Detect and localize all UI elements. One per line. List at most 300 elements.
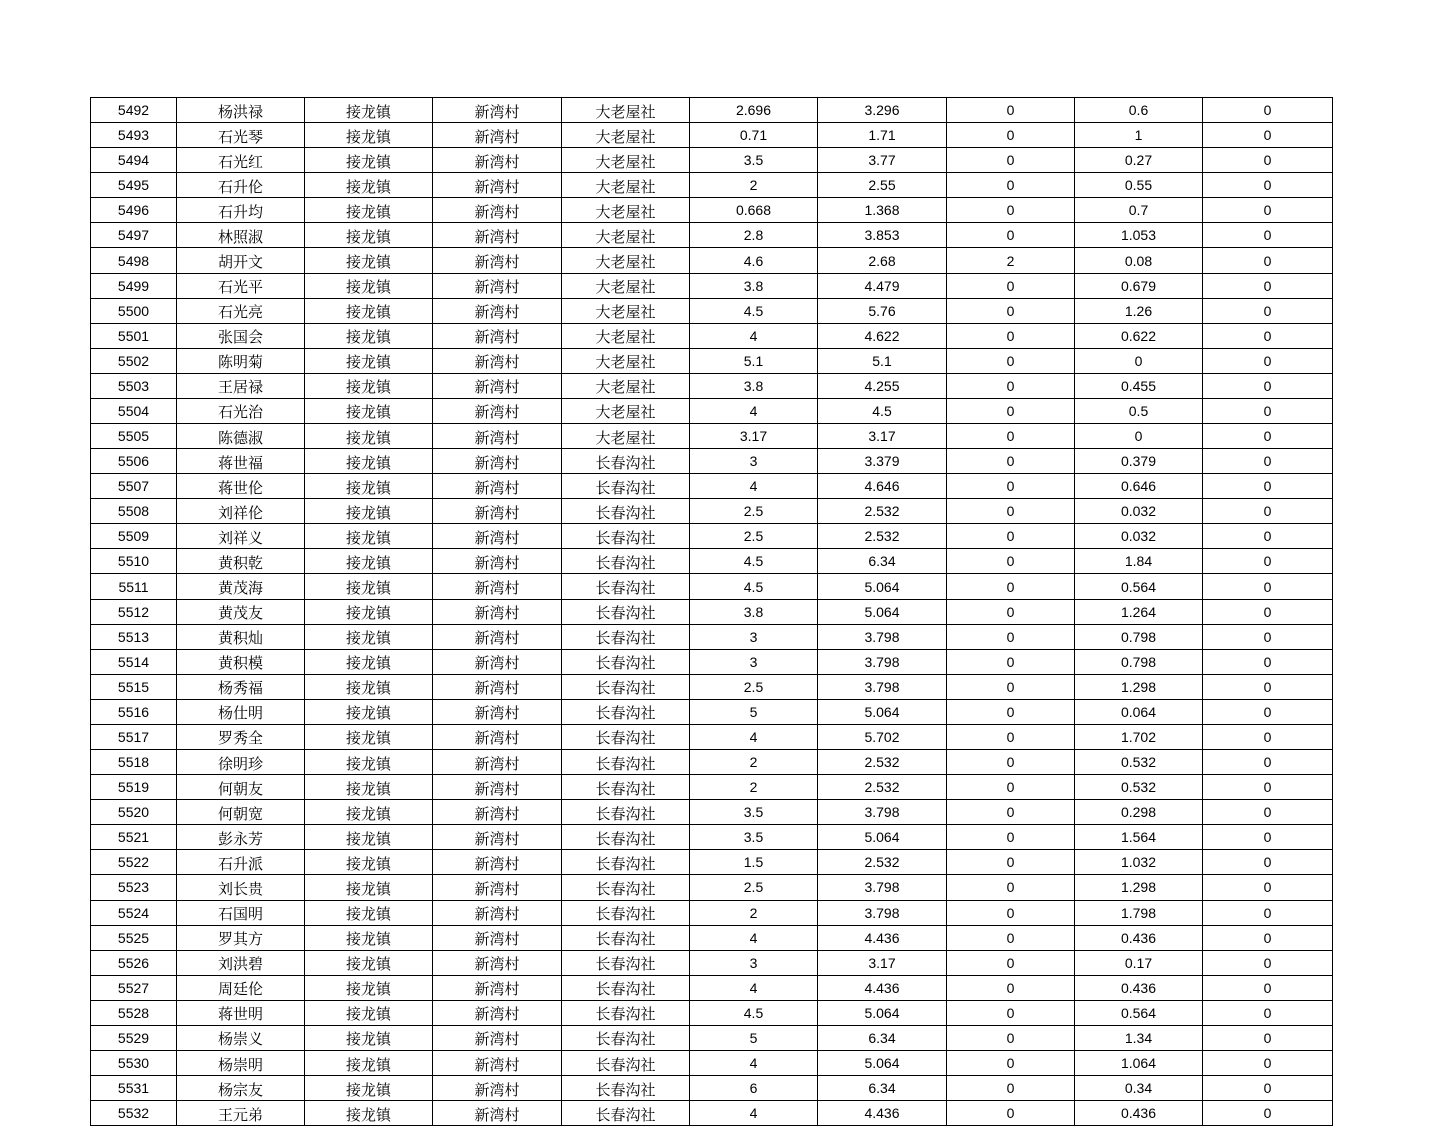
name-cell: 林照淑 <box>177 223 305 248</box>
value-d-cell: 1.26 <box>1075 298 1203 323</box>
value-e-cell: 0 <box>1203 148 1333 173</box>
value-d-cell: 0.032 <box>1075 524 1203 549</box>
name-cell: 何朝友 <box>177 775 305 800</box>
value-e-cell: 0 <box>1203 925 1333 950</box>
town-cell: 接龙镇 <box>305 424 433 449</box>
name-cell: 彭永芳 <box>177 825 305 850</box>
name-cell: 罗秀全 <box>177 724 305 749</box>
table-row <box>91 800 1333 825</box>
group-cell: 长春沟社 <box>562 900 690 925</box>
name-cell: 杨洪禄 <box>177 98 305 123</box>
value-d-cell: 1 <box>1075 123 1203 148</box>
village-cell: 新湾村 <box>433 248 562 273</box>
value-c-cell: 0 <box>947 499 1075 524</box>
value-d-cell: 1.564 <box>1075 825 1203 850</box>
value-b-cell: 5.064 <box>818 599 947 624</box>
table-row <box>91 248 1333 273</box>
town-cell: 接龙镇 <box>305 850 433 875</box>
village-cell: 新湾村 <box>433 875 562 900</box>
group-cell: 大老屋社 <box>562 424 690 449</box>
value-a-cell: 4.5 <box>690 549 818 574</box>
value-c-cell: 0 <box>947 1050 1075 1075</box>
row-number-cell: 5528 <box>91 1000 177 1025</box>
group-cell: 长春沟社 <box>562 1076 690 1101</box>
value-e-cell: 0 <box>1203 750 1333 775</box>
value-e-cell: 0 <box>1203 373 1333 398</box>
value-d-cell: 0.436 <box>1075 975 1203 1000</box>
table-row <box>91 900 1333 925</box>
row-number-cell: 5492 <box>91 98 177 123</box>
town-cell: 接龙镇 <box>305 574 433 599</box>
value-c-cell: 0 <box>947 173 1075 198</box>
value-e-cell: 0 <box>1203 348 1333 373</box>
table-row <box>91 724 1333 749</box>
value-b-cell: 2.55 <box>818 173 947 198</box>
value-a-cell: 2.5 <box>690 674 818 699</box>
value-a-cell: 2.8 <box>690 223 818 248</box>
value-a-cell: 2.5 <box>690 875 818 900</box>
town-cell: 接龙镇 <box>305 148 433 173</box>
table-row <box>91 574 1333 599</box>
table-row <box>91 925 1333 950</box>
value-e-cell: 0 <box>1203 1050 1333 1075</box>
row-number-cell: 5527 <box>91 975 177 1000</box>
row-number-cell: 5532 <box>91 1101 177 1126</box>
value-a-cell: 2.5 <box>690 524 818 549</box>
group-cell: 大老屋社 <box>562 348 690 373</box>
village-cell: 新湾村 <box>433 173 562 198</box>
row-number-cell: 5495 <box>91 173 177 198</box>
value-e-cell: 0 <box>1203 398 1333 423</box>
value-e-cell: 0 <box>1203 499 1333 524</box>
value-e-cell: 0 <box>1203 724 1333 749</box>
value-a-cell: 3.8 <box>690 273 818 298</box>
value-e-cell: 0 <box>1203 123 1333 148</box>
table-row <box>91 1000 1333 1025</box>
table-row <box>91 1025 1333 1050</box>
value-b-cell: 3.798 <box>818 649 947 674</box>
row-number-cell: 5499 <box>91 273 177 298</box>
name-cell: 张国会 <box>177 323 305 348</box>
row-number-cell: 5513 <box>91 624 177 649</box>
value-c-cell: 0 <box>947 925 1075 950</box>
value-b-cell: 2.532 <box>818 524 947 549</box>
value-c-cell: 0 <box>947 850 1075 875</box>
village-cell: 新湾村 <box>433 1101 562 1126</box>
row-number-cell: 5520 <box>91 800 177 825</box>
table-row <box>91 549 1333 574</box>
value-a-cell: 3 <box>690 624 818 649</box>
value-b-cell: 3.798 <box>818 875 947 900</box>
value-c-cell: 0 <box>947 223 1075 248</box>
row-number-cell: 5531 <box>91 1076 177 1101</box>
value-d-cell: 1.264 <box>1075 599 1203 624</box>
row-number-cell: 5500 <box>91 298 177 323</box>
value-d-cell: 0.532 <box>1075 775 1203 800</box>
value-a-cell: 4 <box>690 975 818 1000</box>
group-cell: 长春沟社 <box>562 624 690 649</box>
town-cell: 接龙镇 <box>305 975 433 1000</box>
table-row <box>91 1076 1333 1101</box>
value-b-cell: 4.436 <box>818 1101 947 1126</box>
value-c-cell: 0 <box>947 950 1075 975</box>
value-d-cell: 1.702 <box>1075 724 1203 749</box>
value-e-cell: 0 <box>1203 699 1333 724</box>
value-c-cell: 0 <box>947 649 1075 674</box>
value-e-cell: 0 <box>1203 248 1333 273</box>
group-cell: 长春沟社 <box>562 724 690 749</box>
name-cell: 刘祥伦 <box>177 499 305 524</box>
value-b-cell: 6.34 <box>818 1076 947 1101</box>
name-cell: 刘洪碧 <box>177 950 305 975</box>
value-d-cell: 0.455 <box>1075 373 1203 398</box>
value-e-cell: 0 <box>1203 775 1333 800</box>
name-cell: 王居禄 <box>177 373 305 398</box>
value-b-cell: 2.532 <box>818 775 947 800</box>
value-b-cell: 5.064 <box>818 1050 947 1075</box>
table-row <box>91 1050 1333 1075</box>
name-cell: 黄茂海 <box>177 574 305 599</box>
village-cell: 新湾村 <box>433 524 562 549</box>
row-number-cell: 5526 <box>91 950 177 975</box>
value-d-cell: 0.7 <box>1075 198 1203 223</box>
value-d-cell: 0.798 <box>1075 649 1203 674</box>
value-a-cell: 5 <box>690 1025 818 1050</box>
value-e-cell: 0 <box>1203 1000 1333 1025</box>
value-b-cell: 5.064 <box>818 825 947 850</box>
table-row <box>91 649 1333 674</box>
town-cell: 接龙镇 <box>305 373 433 398</box>
value-c-cell: 0 <box>947 574 1075 599</box>
value-a-cell: 3.5 <box>690 825 818 850</box>
value-b-cell: 4.5 <box>818 398 947 423</box>
value-a-cell: 3.8 <box>690 373 818 398</box>
value-a-cell: 3.5 <box>690 800 818 825</box>
value-d-cell: 0.436 <box>1075 1101 1203 1126</box>
village-cell: 新湾村 <box>433 198 562 223</box>
value-a-cell: 4 <box>690 724 818 749</box>
town-cell: 接龙镇 <box>305 1025 433 1050</box>
town-cell: 接龙镇 <box>305 624 433 649</box>
value-d-cell: 1.84 <box>1075 549 1203 574</box>
value-c-cell: 0 <box>947 549 1075 574</box>
table-row <box>91 599 1333 624</box>
value-a-cell: 2 <box>690 750 818 775</box>
value-a-cell: 2.696 <box>690 98 818 123</box>
village-cell: 新湾村 <box>433 1000 562 1025</box>
group-cell: 长春沟社 <box>562 1050 690 1075</box>
value-d-cell: 1.064 <box>1075 1050 1203 1075</box>
value-e-cell: 0 <box>1203 800 1333 825</box>
village-cell: 新湾村 <box>433 449 562 474</box>
town-cell: 接龙镇 <box>305 875 433 900</box>
village-cell: 新湾村 <box>433 975 562 1000</box>
name-cell: 胡开文 <box>177 248 305 273</box>
value-c-cell: 0 <box>947 1076 1075 1101</box>
row-number-cell: 5501 <box>91 323 177 348</box>
town-cell: 接龙镇 <box>305 524 433 549</box>
data-table <box>90 97 1333 1126</box>
row-number-cell: 5525 <box>91 925 177 950</box>
village-cell: 新湾村 <box>433 323 562 348</box>
name-cell: 王元弟 <box>177 1101 305 1126</box>
value-b-cell: 4.479 <box>818 273 947 298</box>
town-cell: 接龙镇 <box>305 699 433 724</box>
town-cell: 接龙镇 <box>305 123 433 148</box>
name-cell: 石光红 <box>177 148 305 173</box>
row-number-cell: 5515 <box>91 674 177 699</box>
row-number-cell: 5529 <box>91 1025 177 1050</box>
village-cell: 新湾村 <box>433 775 562 800</box>
value-e-cell: 0 <box>1203 900 1333 925</box>
town-cell: 接龙镇 <box>305 549 433 574</box>
value-c-cell: 0 <box>947 123 1075 148</box>
group-cell: 长春沟社 <box>562 950 690 975</box>
name-cell: 石国明 <box>177 900 305 925</box>
value-b-cell: 2.532 <box>818 850 947 875</box>
row-number-cell: 5510 <box>91 549 177 574</box>
town-cell: 接龙镇 <box>305 599 433 624</box>
value-d-cell: 1.298 <box>1075 875 1203 900</box>
value-d-cell: 0.436 <box>1075 925 1203 950</box>
name-cell: 罗其方 <box>177 925 305 950</box>
village-cell: 新湾村 <box>433 1025 562 1050</box>
village-cell: 新湾村 <box>433 624 562 649</box>
row-number-cell: 5522 <box>91 850 177 875</box>
table-row <box>91 699 1333 724</box>
row-number-cell: 5516 <box>91 699 177 724</box>
value-b-cell: 5.064 <box>818 1000 947 1025</box>
name-cell: 陈明菊 <box>177 348 305 373</box>
value-e-cell: 0 <box>1203 474 1333 499</box>
value-b-cell: 4.255 <box>818 373 947 398</box>
value-e-cell: 0 <box>1203 850 1333 875</box>
group-cell: 长春沟社 <box>562 750 690 775</box>
village-cell: 新湾村 <box>433 800 562 825</box>
group-cell: 长春沟社 <box>562 599 690 624</box>
town-cell: 接龙镇 <box>305 775 433 800</box>
group-cell: 长春沟社 <box>562 699 690 724</box>
group-cell: 长春沟社 <box>562 574 690 599</box>
value-d-cell: 0.064 <box>1075 699 1203 724</box>
village-cell: 新湾村 <box>433 273 562 298</box>
table-row <box>91 148 1333 173</box>
group-cell: 大老屋社 <box>562 373 690 398</box>
name-cell: 何朝宽 <box>177 800 305 825</box>
town-cell: 接龙镇 <box>305 348 433 373</box>
town-cell: 接龙镇 <box>305 1101 433 1126</box>
town-cell: 接龙镇 <box>305 223 433 248</box>
row-number-cell: 5508 <box>91 499 177 524</box>
value-c-cell: 0 <box>947 624 1075 649</box>
table-row <box>91 98 1333 123</box>
value-a-cell: 3 <box>690 649 818 674</box>
row-number-cell: 5506 <box>91 449 177 474</box>
row-number-cell: 5523 <box>91 875 177 900</box>
table-row <box>91 449 1333 474</box>
group-cell: 长春沟社 <box>562 875 690 900</box>
row-number-cell: 5512 <box>91 599 177 624</box>
value-e-cell: 0 <box>1203 98 1333 123</box>
group-cell: 大老屋社 <box>562 173 690 198</box>
value-a-cell: 2 <box>690 173 818 198</box>
row-number-cell: 5504 <box>91 398 177 423</box>
table-row <box>91 950 1333 975</box>
name-cell: 徐明珍 <box>177 750 305 775</box>
name-cell: 杨宗友 <box>177 1076 305 1101</box>
value-c-cell: 0 <box>947 298 1075 323</box>
group-cell: 长春沟社 <box>562 800 690 825</box>
value-a-cell: 4.5 <box>690 574 818 599</box>
group-cell: 大老屋社 <box>562 273 690 298</box>
value-c-cell: 0 <box>947 348 1075 373</box>
value-c-cell: 0 <box>947 800 1075 825</box>
value-d-cell: 0.532 <box>1075 750 1203 775</box>
value-e-cell: 0 <box>1203 574 1333 599</box>
row-number-cell: 5496 <box>91 198 177 223</box>
row-number-cell: 5507 <box>91 474 177 499</box>
table-row <box>91 474 1333 499</box>
row-number-cell: 5502 <box>91 348 177 373</box>
value-a-cell: 2 <box>690 775 818 800</box>
value-b-cell: 5.76 <box>818 298 947 323</box>
table-row <box>91 323 1333 348</box>
value-b-cell: 5.702 <box>818 724 947 749</box>
table-row <box>91 750 1333 775</box>
name-cell: 石光治 <box>177 398 305 423</box>
village-cell: 新湾村 <box>433 298 562 323</box>
row-number-cell: 5503 <box>91 373 177 398</box>
town-cell: 接龙镇 <box>305 499 433 524</box>
value-e-cell: 0 <box>1203 825 1333 850</box>
value-d-cell: 0.379 <box>1075 449 1203 474</box>
value-e-cell: 0 <box>1203 674 1333 699</box>
value-c-cell: 0 <box>947 900 1075 925</box>
village-cell: 新湾村 <box>433 373 562 398</box>
table-body <box>91 98 1333 1126</box>
value-c-cell: 0 <box>947 524 1075 549</box>
value-e-cell: 0 <box>1203 950 1333 975</box>
value-d-cell: 0.08 <box>1075 248 1203 273</box>
table-row <box>91 123 1333 148</box>
value-d-cell: 0.646 <box>1075 474 1203 499</box>
table-row <box>91 825 1333 850</box>
value-b-cell: 1.368 <box>818 198 947 223</box>
name-cell: 杨秀福 <box>177 674 305 699</box>
value-e-cell: 0 <box>1203 524 1333 549</box>
village-cell: 新湾村 <box>433 148 562 173</box>
value-a-cell: 0.668 <box>690 198 818 223</box>
value-e-cell: 0 <box>1203 198 1333 223</box>
village-cell: 新湾村 <box>433 599 562 624</box>
value-d-cell: 0.55 <box>1075 173 1203 198</box>
group-cell: 长春沟社 <box>562 474 690 499</box>
table-row <box>91 198 1333 223</box>
value-e-cell: 0 <box>1203 975 1333 1000</box>
name-cell: 杨崇明 <box>177 1050 305 1075</box>
table-row <box>91 499 1333 524</box>
name-cell: 石升伦 <box>177 173 305 198</box>
value-e-cell: 0 <box>1203 599 1333 624</box>
name-cell: 杨崇义 <box>177 1025 305 1050</box>
value-b-cell: 4.646 <box>818 474 947 499</box>
group-cell: 大老屋社 <box>562 98 690 123</box>
table-row <box>91 273 1333 298</box>
town-cell: 接龙镇 <box>305 800 433 825</box>
value-d-cell: 0.032 <box>1075 499 1203 524</box>
value-c-cell: 0 <box>947 975 1075 1000</box>
value-a-cell: 2 <box>690 900 818 925</box>
value-c-cell: 0 <box>947 424 1075 449</box>
row-number-cell: 5494 <box>91 148 177 173</box>
value-e-cell: 0 <box>1203 449 1333 474</box>
name-cell: 周廷伦 <box>177 975 305 1000</box>
row-number-cell: 5514 <box>91 649 177 674</box>
table-row <box>91 373 1333 398</box>
value-e-cell: 0 <box>1203 649 1333 674</box>
group-cell: 长春沟社 <box>562 825 690 850</box>
town-cell: 接龙镇 <box>305 900 433 925</box>
value-b-cell: 4.436 <box>818 925 947 950</box>
value-c-cell: 0 <box>947 198 1075 223</box>
row-number-cell: 5498 <box>91 248 177 273</box>
village-cell: 新湾村 <box>433 474 562 499</box>
group-cell: 长春沟社 <box>562 549 690 574</box>
town-cell: 接龙镇 <box>305 323 433 348</box>
name-cell: 石升均 <box>177 198 305 223</box>
village-cell: 新湾村 <box>433 750 562 775</box>
village-cell: 新湾村 <box>433 424 562 449</box>
row-number-cell: 5521 <box>91 825 177 850</box>
value-a-cell: 3.8 <box>690 599 818 624</box>
village-cell: 新湾村 <box>433 98 562 123</box>
table-row <box>91 424 1333 449</box>
value-c-cell: 0 <box>947 825 1075 850</box>
value-d-cell: 1.34 <box>1075 1025 1203 1050</box>
value-a-cell: 4.5 <box>690 1000 818 1025</box>
value-c-cell: 0 <box>947 599 1075 624</box>
village-cell: 新湾村 <box>433 850 562 875</box>
value-a-cell: 4 <box>690 323 818 348</box>
value-c-cell: 0 <box>947 373 1075 398</box>
value-a-cell: 5.1 <box>690 348 818 373</box>
town-cell: 接龙镇 <box>305 273 433 298</box>
value-a-cell: 4 <box>690 1101 818 1126</box>
value-d-cell: 1.053 <box>1075 223 1203 248</box>
group-cell: 长春沟社 <box>562 1101 690 1126</box>
value-a-cell: 6 <box>690 1076 818 1101</box>
village-cell: 新湾村 <box>433 674 562 699</box>
value-d-cell: 0.27 <box>1075 148 1203 173</box>
name-cell: 蒋世伦 <box>177 474 305 499</box>
value-a-cell: 5 <box>690 699 818 724</box>
name-cell: 陈德淑 <box>177 424 305 449</box>
value-c-cell: 0 <box>947 1000 1075 1025</box>
value-a-cell: 0.71 <box>690 123 818 148</box>
value-a-cell: 4 <box>690 398 818 423</box>
value-b-cell: 5.064 <box>818 699 947 724</box>
value-c-cell: 0 <box>947 273 1075 298</box>
value-a-cell: 4.5 <box>690 298 818 323</box>
village-cell: 新湾村 <box>433 1050 562 1075</box>
value-c-cell: 0 <box>947 98 1075 123</box>
value-d-cell: 0.298 <box>1075 800 1203 825</box>
value-d-cell: 0.679 <box>1075 273 1203 298</box>
name-cell: 蒋世福 <box>177 449 305 474</box>
group-cell: 长春沟社 <box>562 850 690 875</box>
group-cell: 长春沟社 <box>562 524 690 549</box>
group-cell: 大老屋社 <box>562 148 690 173</box>
